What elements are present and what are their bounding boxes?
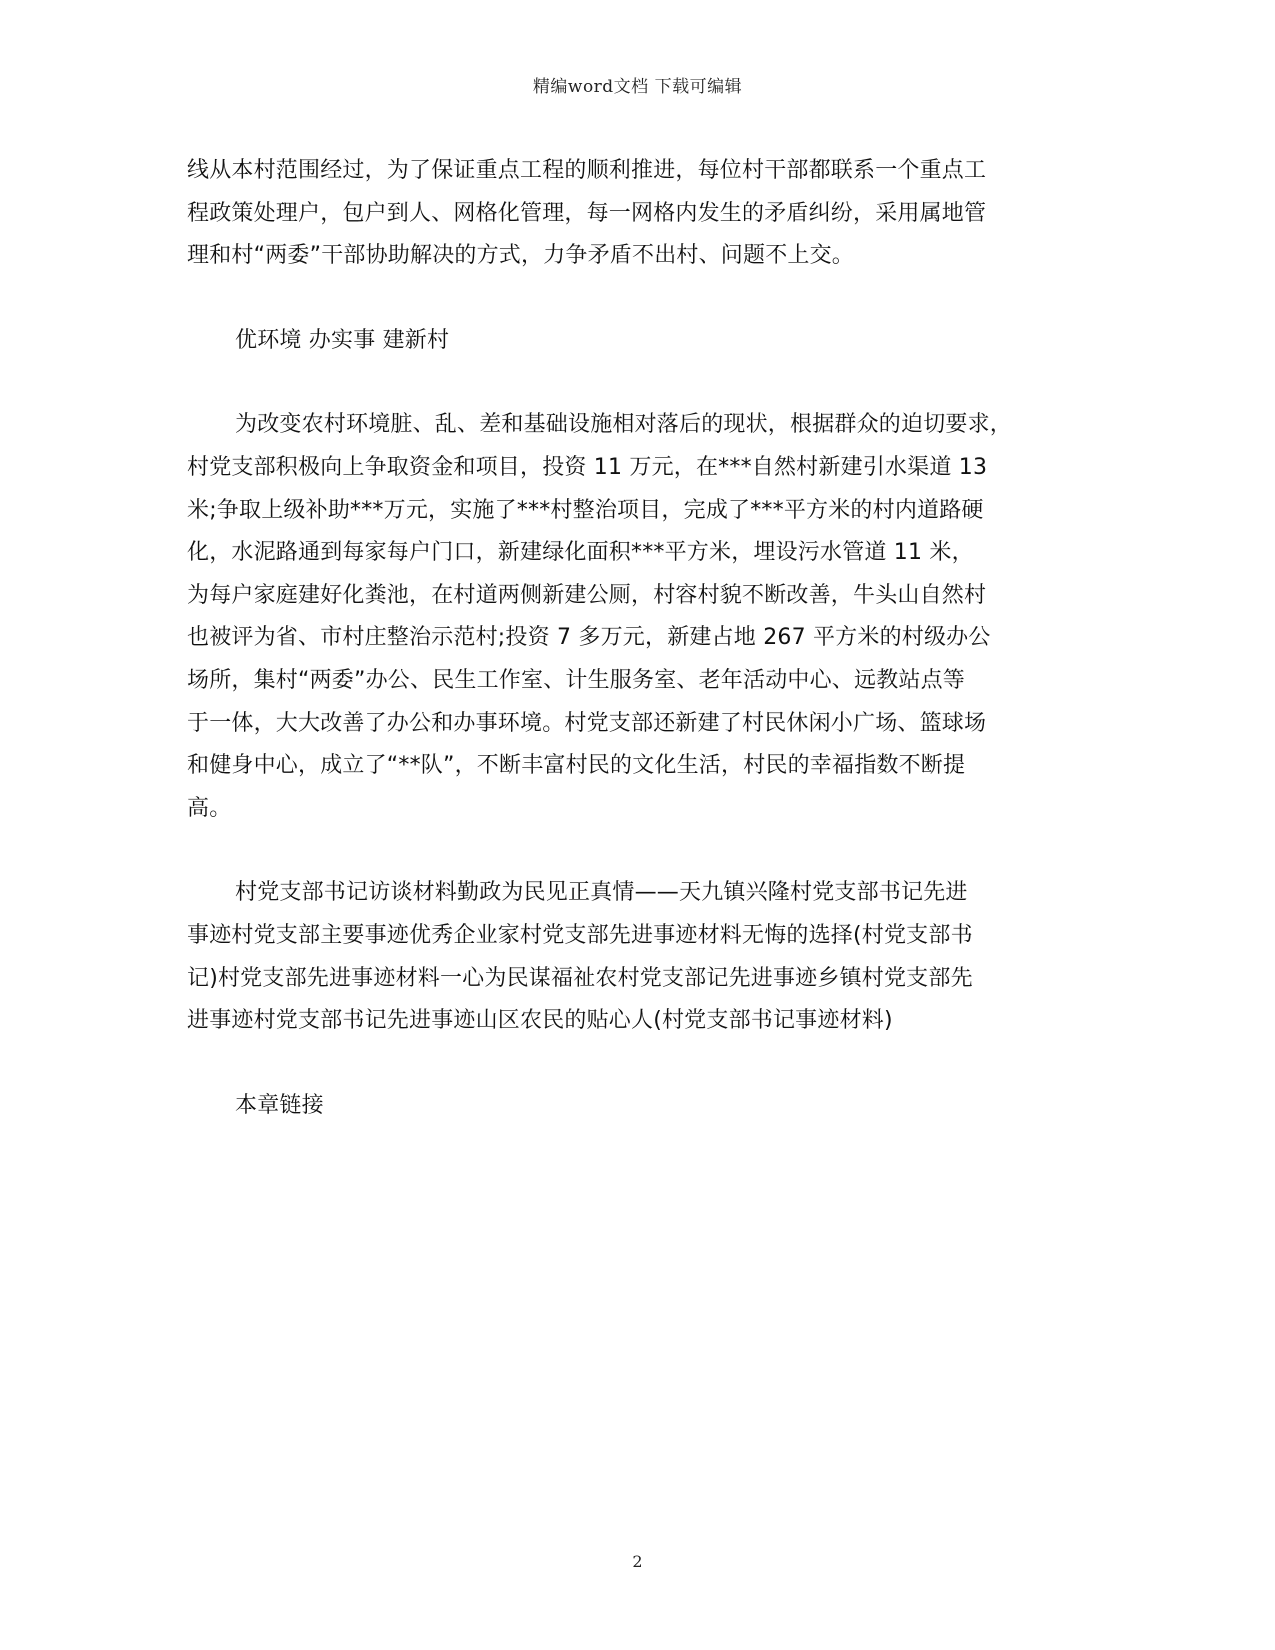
text-line: 村党支部积极向上争取资金和项目，投资 11 万元，在***自然村新建引水渠道 13: [187, 454, 988, 480]
text-line: 为每户家庭建好化粪池，在村道两侧新建公厕，村容村貌不断改善，牛头山自然村: [187, 582, 987, 608]
page-header: 精编word文档 下载可编辑: [532, 77, 743, 97]
section-heading: 优环境 办实事 建新村: [235, 327, 450, 353]
text-line: 和健身中心，成立了“**队”，不断丰富村民的文化生活，村民的幸福指数不断提: [187, 753, 966, 779]
page-number: 2: [632, 1552, 643, 1571]
text-line: 记)村党支部先进事迹材料一心为民谋福祉农村党支部记先进事迹乡镇村党支部先: [187, 965, 973, 991]
text-line: 化，水泥路通到每家每户门口，新建绿化面积***平方米，埋设污水管道 11 米，: [187, 540, 974, 566]
paragraph-environment: [187, 404, 1102, 830]
paragraph-policy: [187, 150, 1102, 278]
text-line: 进事迹村党支部书记先进事迹山区农民的贴心人(村党支部书记事迹材料): [187, 1008, 893, 1034]
text-line: 米;争取上级补助***万元，实施了***村整治项目，完成了***平方米的村内道路硬: [187, 497, 984, 523]
text-line: 事迹村党支部主要事迹优秀企业家村党支部先进事迹材料无悔的选择(村党支部书: [187, 922, 973, 948]
paragraph-related-articles: [187, 872, 1102, 1042]
chapter-links-heading: 本章链接: [235, 1092, 324, 1118]
text-line: 线从本村范围经过，为了保证重点工程的顺利推进，每位村干部都联系一个重点工: [187, 158, 987, 183]
text-line: 村党支部书记访谈材料勤政为民见正真情——天九镇兴隆村党支部书记先进: [235, 880, 968, 906]
text-line: 场所，集村“两委”办公、民生工作室、计生服务室、老年活动中心、远教站点等: [187, 667, 965, 693]
text-line: 为改变农村环境脏、乱、差和基础设施相对落后的现状，根据群众的迫切要求，: [235, 412, 1013, 438]
text-line: 于一体，大大改善了办公和办事环境。村党支部还新建了村民休闲小广场、篮球场: [187, 710, 987, 736]
text-line: 高。: [187, 795, 232, 821]
text-line: 也被评为省、市村庄整治示范村;投资 7 多万元，新建占地 267 平方米的村级办公: [187, 625, 991, 651]
text-line: 程政策处理户，包户到人、网格化管理，每一网格内发生的矛盾纠纷，采用属地管: [187, 200, 987, 226]
document-body: [187, 150, 1102, 1127]
text-line: 理和村“两委”干部协助解决的方式，力争矛盾不出村、问题不上交。: [187, 243, 854, 269]
